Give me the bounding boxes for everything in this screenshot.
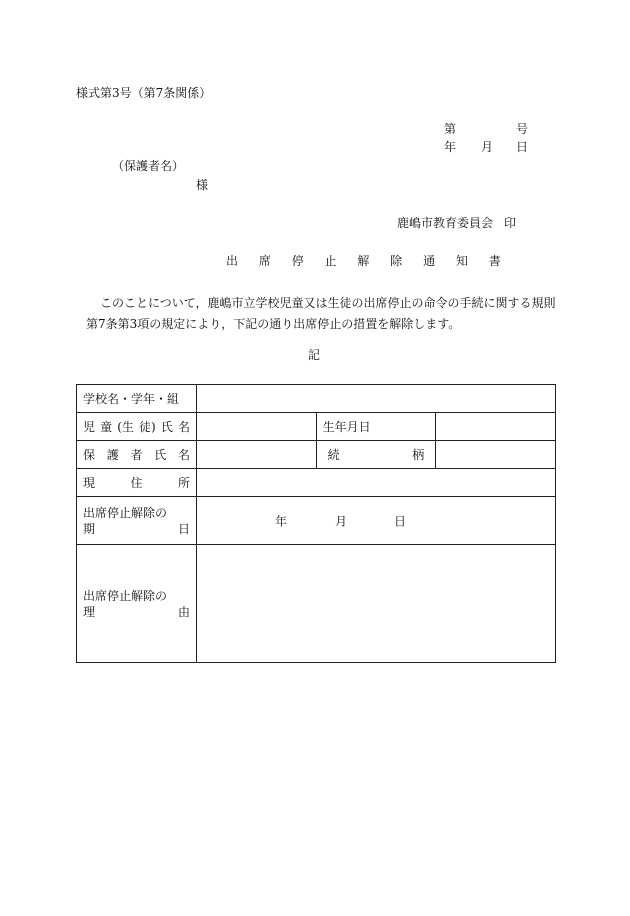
title-char: 通 [423, 254, 444, 268]
ki-heading: 記 [308, 348, 321, 362]
title-char: 解 [357, 254, 378, 268]
release-date-label-line1: 出席停止解除の [83, 505, 168, 520]
form-number: 様式第3号（第7条関係） [76, 86, 212, 100]
release-day-label: 日 [394, 514, 407, 528]
release-date-label-cell [77, 497, 197, 545]
relation-label [323, 446, 430, 463]
school-label: 学校名・学年・組 [83, 392, 180, 406]
school-label-cell [77, 385, 197, 413]
label-char: 護 [106, 448, 119, 462]
label-char: 保 [83, 448, 96, 462]
label-char: 由 [177, 604, 190, 619]
label-char: 期 [83, 521, 96, 536]
address-label-cell [77, 469, 197, 497]
body-line-2: 第7条第3項の規定により，下記の通り出席停止の措置を解除します。 [86, 317, 461, 331]
number-prefix: 第 [444, 122, 457, 136]
guardian-name-field[interactable] [197, 441, 317, 469]
label-char: 住 [130, 476, 143, 490]
school-value-field[interactable] [197, 385, 556, 413]
label-char: 名 [177, 420, 190, 434]
child-name-label [83, 418, 190, 435]
reason-label [83, 588, 190, 620]
number-suffix: 号 [515, 122, 528, 136]
label-char: 名 [177, 448, 190, 462]
relation-field[interactable] [436, 441, 556, 469]
label-char: (生 [117, 420, 134, 434]
title-char: 出 [226, 254, 247, 268]
release-date-label-line2 [83, 521, 190, 537]
honorific: 様 [196, 178, 209, 192]
reason-label-line1: 出席停止解除の [83, 588, 168, 603]
label-char: 柄 [412, 448, 425, 462]
release-date-value [197, 497, 555, 544]
document-title [226, 255, 509, 267]
guardian-label [83, 446, 190, 463]
label-char: 童 [100, 420, 113, 434]
reason-field[interactable] [197, 545, 556, 663]
title-char: 席 [258, 254, 280, 268]
birthdate-label: 生年月日 [322, 420, 371, 434]
title-char: 除 [390, 254, 411, 268]
label-char: 氏 [154, 448, 167, 462]
title-char: 知 [455, 254, 477, 268]
day-label: 日 [515, 140, 528, 154]
title-char: 書 [488, 254, 510, 268]
table-row [77, 545, 556, 663]
issuer-name: 鹿嶋市教育委員会 [397, 216, 494, 230]
label-char: 現 [83, 476, 96, 490]
reason-label-cell [77, 545, 197, 663]
release-date-field[interactable] [197, 497, 556, 545]
table-row [77, 497, 556, 545]
table-row [77, 469, 556, 497]
label-char: 徒) [139, 420, 156, 434]
address-field[interactable] [197, 469, 556, 497]
label-char: 氏 [160, 420, 173, 434]
label-char: 所 [177, 476, 190, 490]
release-year-label: 年 [275, 514, 288, 528]
title-char: 止 [324, 254, 346, 268]
table-row [77, 413, 556, 441]
title-char: 停 [291, 254, 313, 268]
label-char: 理 [83, 604, 96, 619]
birthdate-label-cell [316, 413, 436, 441]
address-label [83, 474, 190, 491]
notice-form-table [76, 384, 556, 663]
table-row [77, 441, 556, 469]
reason-label-line2 [83, 604, 190, 620]
seal-mark: 印 [504, 216, 517, 230]
relation-label-cell [316, 441, 436, 469]
body-line-1: このことについて，鹿嶋市立学校児童又は生徒の出席停止の命令の手続に関する規則 [100, 296, 556, 310]
table-row [77, 385, 556, 413]
year-label: 年 [444, 140, 457, 154]
guardian-name-label-cell [77, 441, 197, 469]
month-label: 月 [481, 140, 494, 154]
body-paragraph [76, 293, 566, 335]
release-date-label [83, 505, 190, 537]
child-name-label-cell [77, 413, 197, 441]
label-char: 児 [83, 420, 96, 434]
guardian-name-label: （保護者名） [112, 159, 185, 173]
birthdate-field[interactable] [436, 413, 556, 441]
label-char: 者 [130, 448, 143, 462]
release-month-label: 月 [335, 514, 348, 528]
label-char: 続 [327, 448, 340, 462]
child-name-field[interactable] [197, 413, 317, 441]
label-char: 日 [177, 521, 190, 536]
issuer [397, 217, 516, 229]
